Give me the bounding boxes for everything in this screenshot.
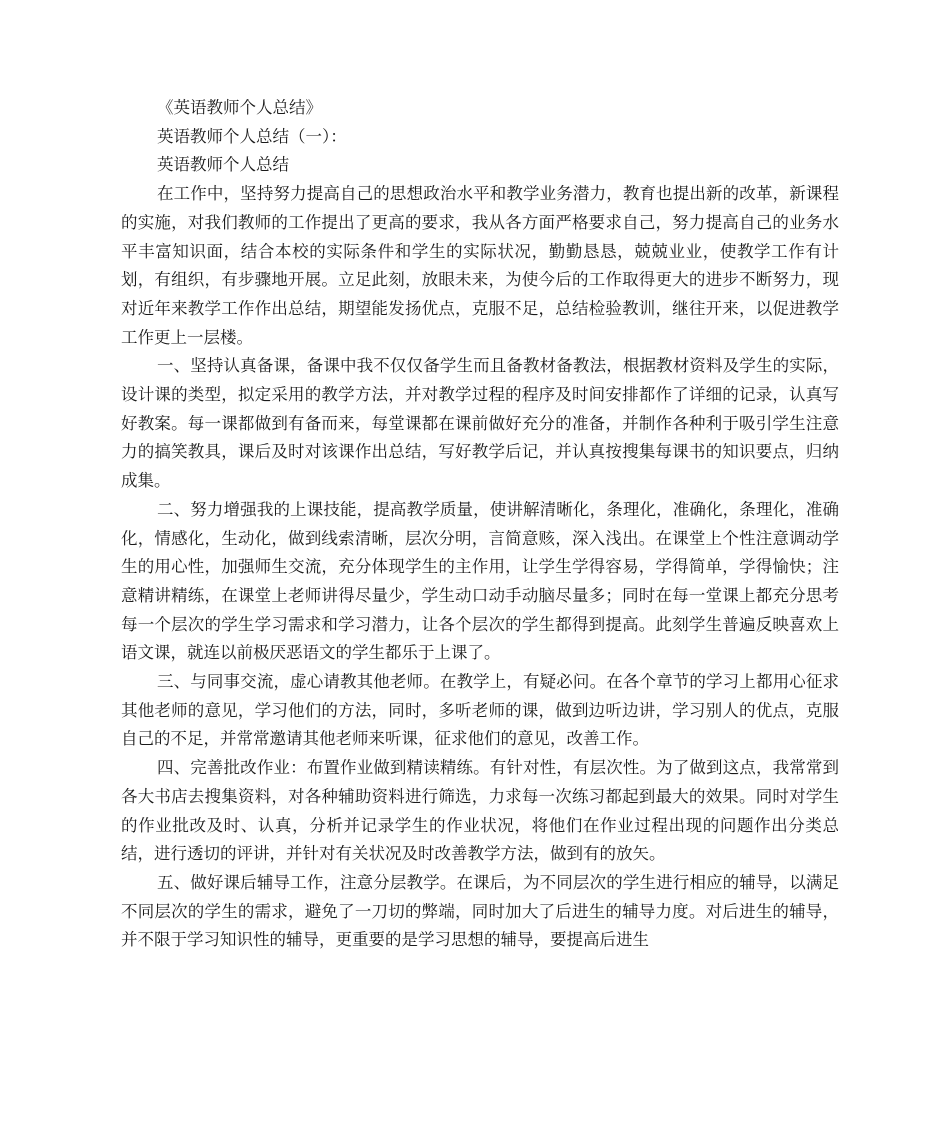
document-title: 《英语教师个人总结》 <box>157 98 322 117</box>
document-subtitle: 英语教师个人总结（一）： <box>157 126 347 146</box>
paragraph-section-2: 二、努力增强我的上课技能，提高教学质量，使讲解清晰化，条理化，准确化，条理化，准确化，情感化，生动化，做到线索清晰，层次分明，言简意赅，深入浅出。在课堂上个性注意调动学生的用心性，加强师生交流，充分体现学生的主作用，让学生学得容易，学得简单，学得愉快；注意精讲精练，在课堂上老师讲得尽量少，学生动口动手动脑尽量多；同时在每一堂课上都充分思考每一个层次的学生学习需求和学习潜力，让各个层次的学生都得到提高。此刻学生普遍反映喜欢上语文课，就连以前极厌恶语文的学生都乐于上课了。 <box>121 499 839 663</box>
document-heading: 英语教师个人总结 <box>157 155 289 175</box>
paragraph-section-5: 五、做好课后辅导工作，注意分层教学。在课后，为不同层次的学生进行相应的辅导，以满足不同层次的学生的需求，避免了一刀切的弊端，同时加大了后进生的辅导力度。对后进生的辅导，并不限于学习知识性的辅导，更重要的是学习思想的辅导，要提高后进生 <box>121 872 839 950</box>
paragraph-section-4: 四、完善批改作业：布置作业做到精读精练。有针对性，有层次性。为了做到这点，我常常到各大书店去搜集资料，对各种辅助资料进行筛选，力求每一次练习都起到最大的效果。同时对学生的作业批改及时、认真，分析并记录学生的作业状况，将他们在作业过程出现的问题作出分类总结，进行透切的评讲，并针对有关状况及时改善教学方法，做到有的放矢。 <box>121 758 839 864</box>
paragraph-section-1: 一、坚持认真备课，备课中我不仅仅备学生而且备教材备教法，根据教材资料及学生的实际，设计课的类型，拟定采用的教学方法，并对教学过程的程序及时间安排都作了详细的记录，认真写好教案。每一课都做到有备而来，每堂课都在课前做好充分的准备，并制作各种利于吸引学生注意力的搞笑教具，课后及时对该课作出总结，写好教学后记，并认真按搜集每课书的知识要点，归纳成集。 <box>121 356 839 491</box>
paragraph-section-3: 三、与同事交流，虚心请教其他老师。在教学上，有疑必问。在各个章节的学习上都用心征求其他老师的意见，学习他们的方法，同时，多听老师的课，做到边听边讲，学习别人的优点，克服自己的不足，并常常邀请其他老师来听课，征求他们的意见，改善工作。 <box>121 672 839 749</box>
document-page <box>121 94 839 955</box>
paragraph-intro: 在工作中，坚持努力提高自己的思想政治水平和教学业务潜力，教育也提出新的改革，新课程的实施，对我们教师的工作提出了更高的要求，我从各方面严格要求自己，努力提高自己的业务水平丰富知识面，结合本校的实际条件和学生的实际状况，勤勤恳恳，兢兢业业，使教学工作有计划，有组织，有步骤地开展。立足此刻，放眼未来，为使今后的工作取得更大的进步不断努力，现对近年来教学工作作出总结，期望能发扬优点，克服不足，总结检验教训，继往开来，以促进教学工作更上一层楼。 <box>121 184 839 347</box>
